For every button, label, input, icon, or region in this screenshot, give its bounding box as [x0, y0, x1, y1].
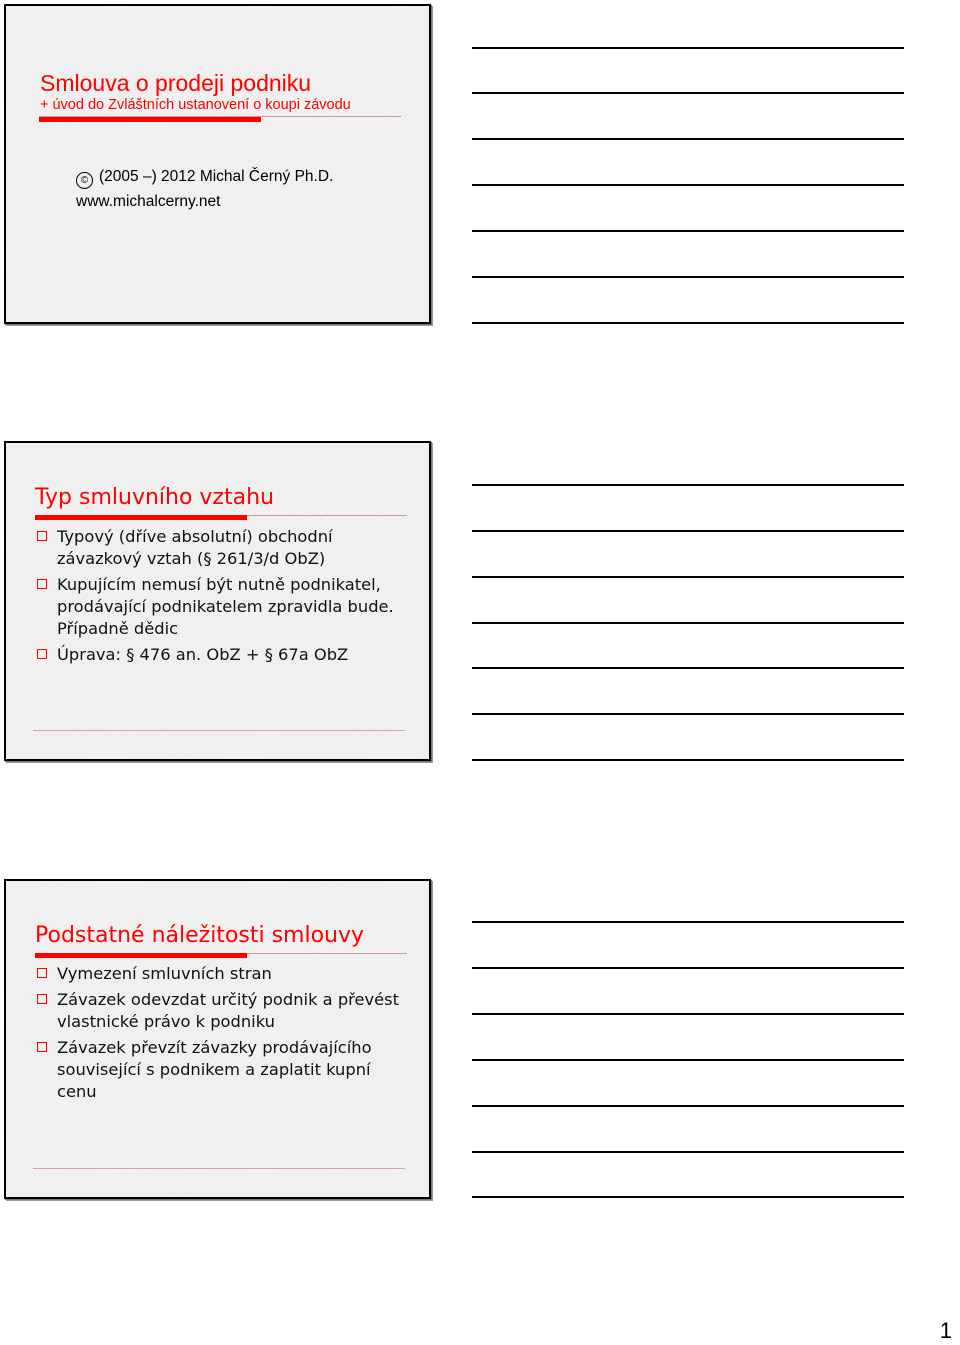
- slide-3: [4, 879, 431, 1199]
- slide-2: [4, 441, 431, 761]
- note-line: [472, 967, 904, 969]
- slide-title: Podstatné náležitosti smlouvy: [35, 923, 365, 948]
- page-number: 1: [939, 1318, 952, 1343]
- note-line: [472, 1059, 904, 1061]
- title-underline-red: [39, 117, 261, 122]
- bullet-text: Úprava: § 476 an. ObZ + § 67a ObZ: [57, 645, 349, 664]
- list-item: [35, 963, 407, 985]
- copyright-text: (2005 –) 2012 Michal Černý Ph.D.: [99, 168, 334, 185]
- note-line: [472, 138, 904, 140]
- square-bullet-icon: [37, 531, 47, 541]
- bullet-text: Kupujícím nemusí být nutně podnikatel, prodávající podnikatelem zpravidla bude. Případně dědic: [57, 575, 394, 638]
- list-item: [35, 1037, 407, 1103]
- note-line: [472, 322, 904, 324]
- square-bullet-icon: [37, 649, 47, 659]
- title-underline-red: [35, 953, 247, 958]
- slide-subtitle: + úvod do Zvláštních ustanovení o koupi závodu: [40, 97, 351, 113]
- note-line: [472, 92, 904, 94]
- bullet-list: [35, 526, 407, 670]
- slide-1: [4, 4, 431, 324]
- list-item: [35, 574, 407, 640]
- note-line: [472, 1196, 904, 1198]
- bullet-text: Závazek odevzdat určitý podnik a převést vlastnické právo k podniku: [57, 990, 400, 1031]
- footer-rule: [33, 1168, 405, 1169]
- bullet-text: Závazek převzít závazky prodávajícího související s podnikem a zaplatit kupní cenu: [57, 1038, 372, 1101]
- note-line: [472, 622, 904, 624]
- note-line: [472, 184, 904, 186]
- note-line: [472, 667, 904, 669]
- note-line: [472, 921, 904, 923]
- slide-title: Typ smluvního vztahu: [35, 485, 274, 510]
- square-bullet-icon: [37, 968, 47, 978]
- note-line: [472, 530, 904, 532]
- square-bullet-icon: [37, 579, 47, 589]
- square-bullet-icon: [37, 994, 47, 1004]
- copyright-icon: ©: [76, 172, 93, 189]
- list-item: [35, 526, 407, 570]
- bullet-text: Typový (dříve absolutní) obchodní závazkový vztah (§ 261/3/d ObZ): [57, 527, 333, 568]
- bullet-text: Vymezení smluvních stran: [57, 964, 272, 983]
- note-line: [472, 484, 904, 486]
- square-bullet-icon: [37, 1042, 47, 1052]
- note-line: [472, 47, 904, 49]
- note-line: [472, 276, 904, 278]
- footer-rule: [33, 730, 405, 731]
- bullet-list: [35, 963, 407, 1107]
- note-line: [472, 759, 904, 761]
- note-line: [472, 1151, 904, 1153]
- copyright-line: [76, 168, 333, 189]
- list-item: [35, 644, 407, 666]
- note-line: [472, 1105, 904, 1107]
- note-line: [472, 230, 904, 232]
- note-line: [472, 713, 904, 715]
- note-line: [472, 576, 904, 578]
- list-item: [35, 989, 407, 1033]
- slide-title: Smlouva o prodeji podniku: [40, 70, 312, 96]
- title-underline-red: [35, 515, 247, 520]
- author-url: www.michalcerny.net: [76, 193, 221, 210]
- note-line: [472, 1013, 904, 1015]
